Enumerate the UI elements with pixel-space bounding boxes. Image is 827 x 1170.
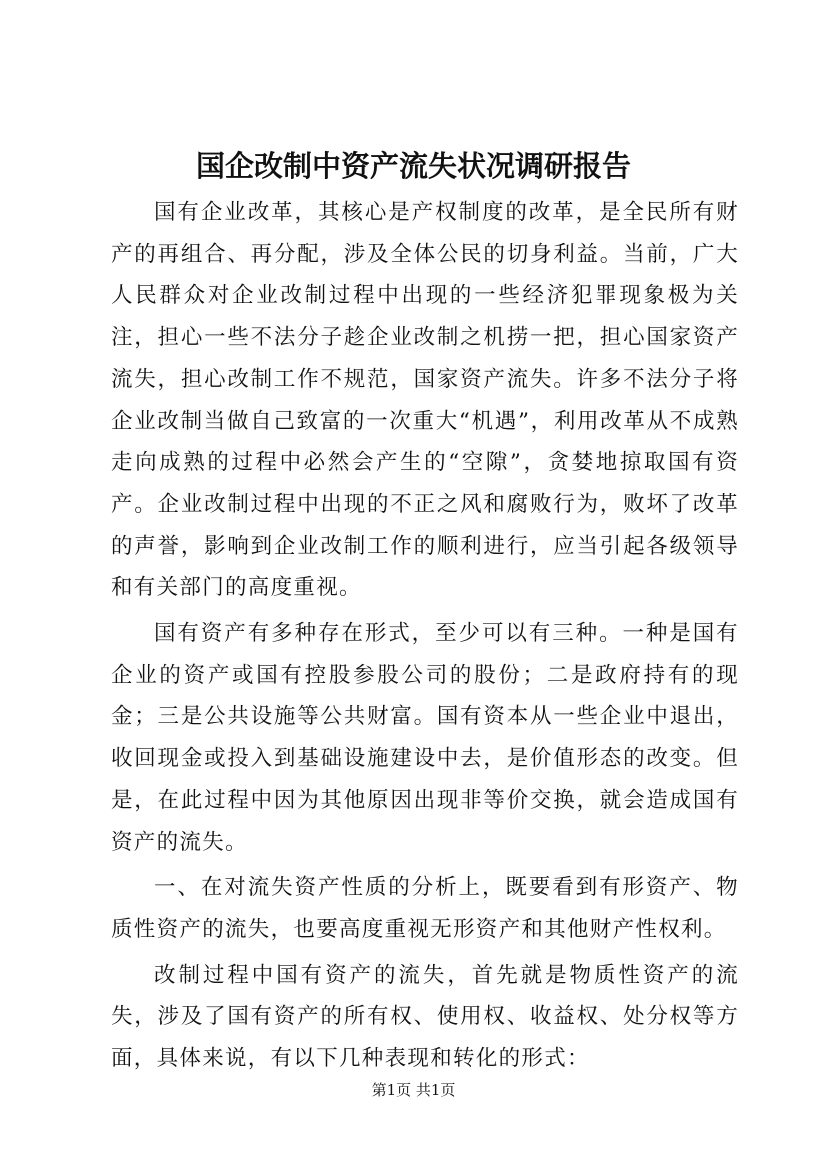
page-footer: 第1页 共1页 (371, 1081, 456, 1099)
paragraph-4: 改制过程中国有资产的流失，首先就是物质性资产的流失，涉及了国有资产的所有权、使用权、收益权、处分权等方面，具体来说，有以下几种表现和转化的形式： (111, 962, 739, 1072)
paragraph-3: 一、在对流失资产性质的分析上，既要看到有形资产、物质性资产的流失，也要高度重视无形资产和其他财产性权利。 (111, 875, 739, 942)
document-body (111, 192, 739, 1084)
paragraph-2: 国有资产有多种存在形式，至少可以有三种。一种是国有企业的资产或国有控股参股公司的股份；二是政府持有的现金；三是公共设施等公共财富。国有资本从一些企业中退出，收回现金或投入到基础设施建设中去，是价值形态的改变。但是，在此过程中因为其他原因出现非等价交换，就会造成国有资产的流失。 (111, 621, 739, 855)
document-title: 国企改制中资产流失状况调研报告 (195, 149, 631, 183)
paragraph-1: 国有企业改革，其核心是产权制度的改革，是全民所有财产的再组合、再分配，涉及全体公民的切身利益。当前，广大人民群众对企业改制过程中出现的一些经济犯罪现象极为关注，担心一些不法分子趁企业改制之机捞一把，担心国家资产流失，担心改制工作不规范，国家资产流失。许多不法分子将企业改制当做自己致富的一次重大“机遇”，利用改革从不成熟走向成熟的过程中必然会产生的“空隙”，贪婪地掠取国有资产。企业改制过程中出现的不正之风和腐败行为，败坏了改革的声誉，影响到企业改制工作的顺利进行，应当引起各级领导和有关部门的高度重视。 (111, 200, 739, 601)
